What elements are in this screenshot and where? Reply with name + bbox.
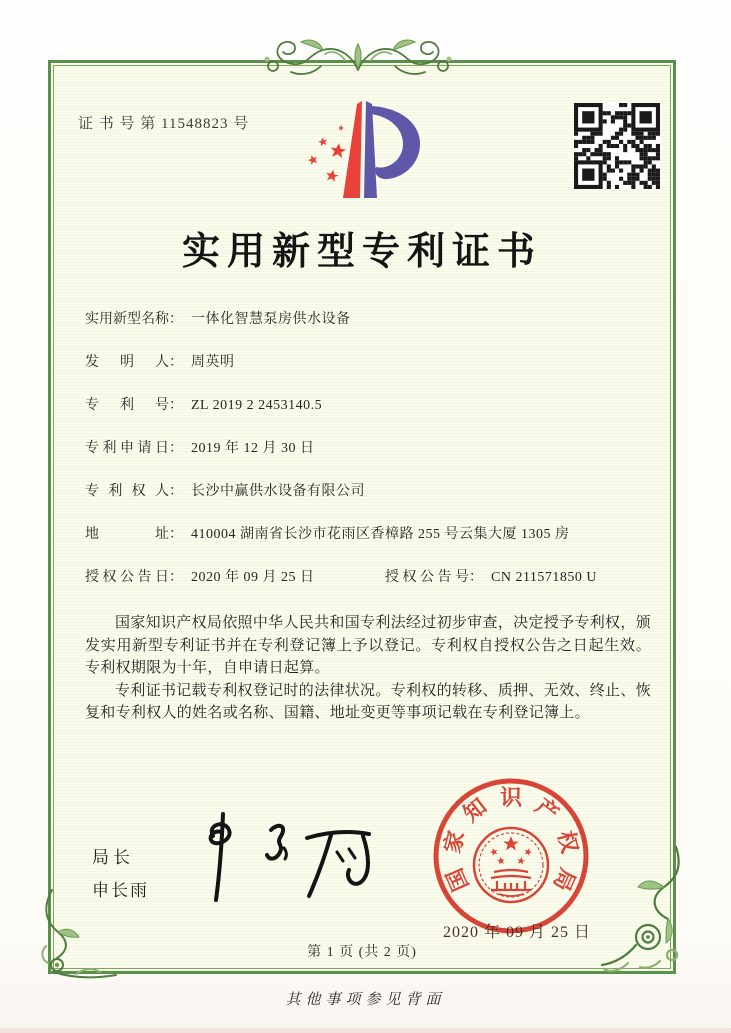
- legal-paragraph-1: 国家知识产权局依照中华人民共和国专利法经过初步审查，决定授予专利权，颁发实用新型专利证书并在专利登记簿上予以登记。专利权自授权公告之日起生效。专利权期限为十年，自申请日起算。: [85, 615, 651, 676]
- top-border-ornament-icon: [253, 36, 463, 84]
- field-label: 专利权人: [85, 484, 169, 499]
- grant-no-label: 授权公告号: [385, 570, 469, 585]
- qr-code-icon: [574, 103, 660, 189]
- director-title: 局长: [92, 848, 134, 867]
- grant-number-pair: [385, 566, 597, 586]
- scan-edge: [0, 1028, 731, 1033]
- field-row-grant: [85, 566, 655, 609]
- field-row-inventor: [85, 351, 655, 394]
- svg-text:权: 权: [552, 828, 583, 856]
- certificate-title: 实用新型专利证书: [181, 231, 542, 273]
- field-label: 发明人: [85, 355, 169, 370]
- svg-text:国: 国: [441, 864, 474, 895]
- grant-no-value: CN 211571850 U: [491, 570, 598, 585]
- field-value: 长沙中赢供水设备有限公司: [191, 484, 365, 499]
- field-row-patent-no: [85, 394, 655, 437]
- field-row-name: [85, 308, 655, 351]
- field-value: ZL 2019 2 2453140.5: [191, 398, 323, 413]
- field-colon: ：: [169, 527, 183, 542]
- seal-date: 2020 年 09 月 25 日: [443, 924, 592, 941]
- director-name: 申长雨: [92, 881, 149, 900]
- cnipa-seal-icon: [428, 773, 594, 939]
- field-label: 专利申请日: [85, 441, 169, 456]
- field-colon: ：: [469, 570, 483, 585]
- svg-text:家: 家: [439, 828, 470, 856]
- field-value: 2019 年 12 月 30 日: [191, 441, 315, 456]
- svg-text:局: 局: [548, 864, 581, 895]
- field-label: 专利号: [85, 398, 169, 413]
- grant-date-value: 2020 年 09 月 25 日: [191, 570, 315, 585]
- field-colon: ：: [169, 484, 183, 499]
- field-colon: ：: [169, 398, 183, 413]
- svg-text:产: 产: [530, 793, 564, 827]
- field-row-address: [85, 523, 655, 566]
- field-label: 实用新型名称: [85, 312, 169, 327]
- field-value: 一体化智慧泵房供水设备: [191, 312, 351, 327]
- field-value: 410004 湖南省长沙市花雨区香樟路 255 号云集大厦 1305 房: [191, 527, 570, 542]
- field-colon: ：: [169, 570, 183, 585]
- field-colon: ：: [169, 441, 183, 456]
- certificate-fields: [85, 308, 655, 609]
- legal-body-text: [85, 612, 651, 725]
- field-row-patentee: [85, 480, 655, 523]
- page-number: 第 1 页 (共 2 页): [307, 945, 417, 960]
- national-emblem: [474, 828, 548, 902]
- certificate-number: 证 书 号 第 11548823 号: [78, 116, 250, 132]
- bottom-left-ornament-icon: [36, 888, 120, 980]
- handwritten-signature-icon: [185, 808, 375, 908]
- field-colon: ：: [169, 312, 183, 327]
- svg-text:知: 知: [458, 793, 492, 827]
- svg-text:识: 识: [499, 785, 523, 810]
- grant-date-label: 授权公告日: [85, 570, 169, 585]
- field-colon: ：: [169, 355, 183, 370]
- back-note: 其他事项参见背面: [285, 992, 446, 1008]
- field-row-filing-date: [85, 437, 655, 480]
- legal-paragraph-2: 专利证书记载专利权登记时的法律状况。专利权的转移、质押、无效、终止、恢复和专利权人的姓名或名称、国籍、地址变更等事项记载在专利登记簿上。: [85, 682, 651, 721]
- field-value: 周英明: [191, 355, 235, 370]
- cnipa-logo-icon: [296, 98, 428, 202]
- field-label: 地址: [85, 527, 169, 542]
